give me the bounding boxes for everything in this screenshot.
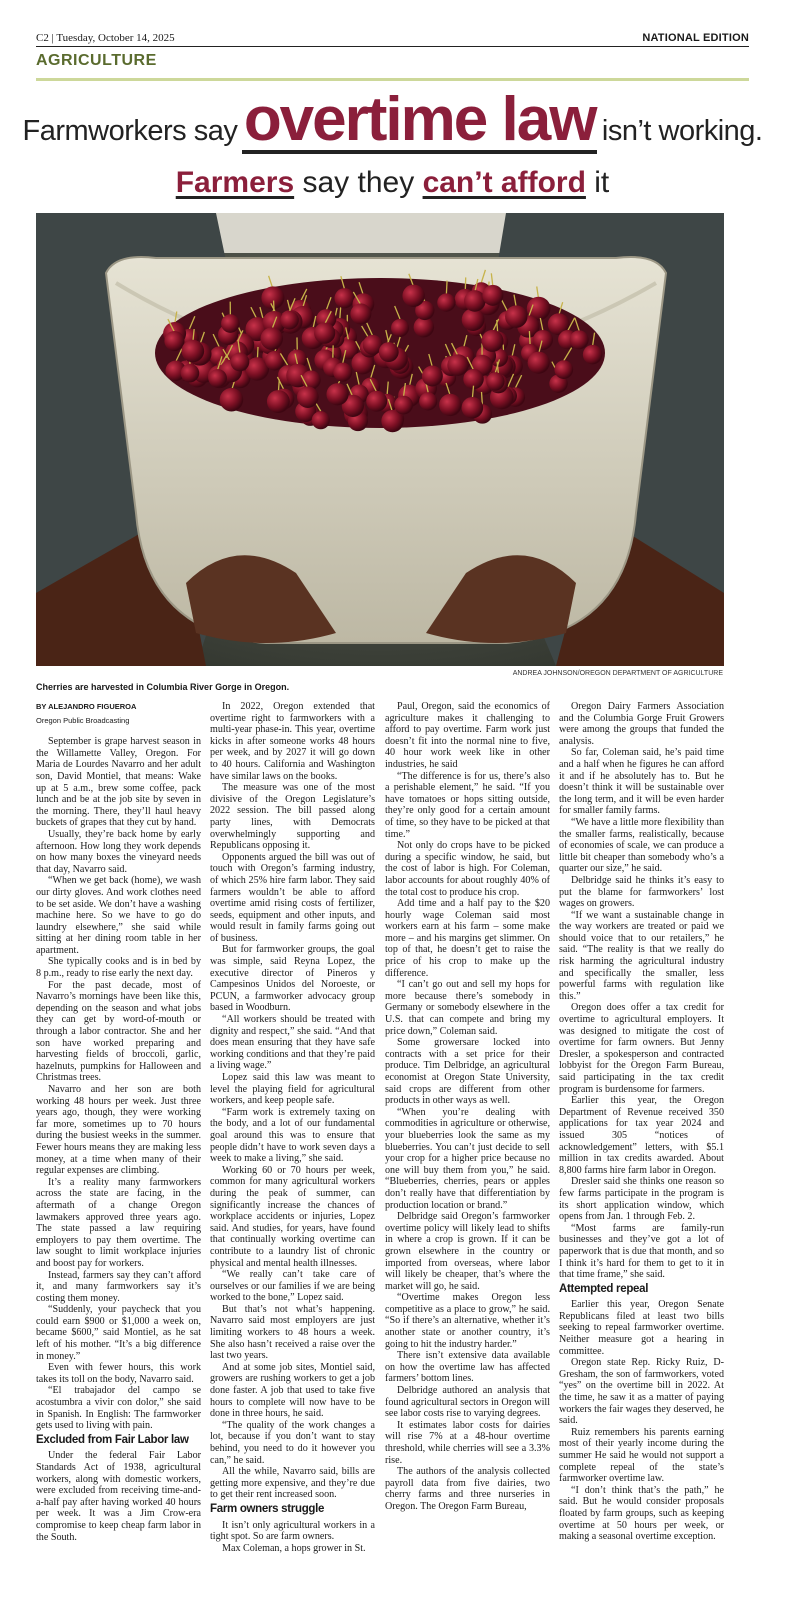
headline-part-1: Farmworkers say [22, 115, 238, 147]
article-paragraph: There isn’t extensive data available on how the overtime law has affected farmers’ bottom lines. [385, 1350, 550, 1385]
headline-line-2 [0, 166, 785, 200]
article-paragraph: But for farmworker groups, the goal was simple, said Reyna Lopez, the executive director of Pineros y Campesinos Unidos del Noroeste, or PCUN, a farmworker advocacy group based in Woodburn. [210, 944, 375, 1014]
article-paragraph: “When we get back (home), we wash our dirty gloves. And work clothes need to be set aside. We don’t have a washing machine here. So we have to go do laundry elsewhere,” she said while sitting at her dining room table in her apartment. [36, 875, 201, 956]
article-paragraph: All the while, Navarro said, bills are getting more expensive, and they’re due to get their rent increased soon. [210, 1466, 375, 1501]
article-paragraph: “If we want a sustainable change in the way workers are treated or paid we should voice that to our retailers,” he said. “The reality is that we really do risk harming the agricultural industry and specifically the smaller, less powerful farms with regulation like this.” [559, 909, 724, 1002]
article-paragraph: Dresler said she thinks one reason so few farms participate in the program is its short application window, which opens from Jan. 1 through Feb. 2. [559, 1176, 724, 1223]
article-paragraph: Lopez said this law was meant to level the playing field for agricultural workers, and keep people safe. [210, 1072, 375, 1107]
article-paragraph: “The difference is for us, there’s also a perishable element,” he said. “If you have tomatoes or hops sitting outside, they’re only good for a certain amount of time, so they have to be picked at that time.” [385, 770, 550, 840]
section-divider [36, 78, 749, 81]
subhead: Excluded from Fair Labor law [36, 1433, 189, 1446]
article-paragraph: Oregon Dairy Farmers Association and the Columbia Gorge Fruit Growers were among the groups that funded the analysis. [559, 701, 724, 747]
photo-credit: ANDREA JOHNSON/OREGON DEPARTMENT OF AGRICULTURE [512, 670, 723, 677]
article-paragraph: “The quality of the work changes a lot, because if you don’t want to stay behind, you need to do it however you can,” he said. [210, 1419, 375, 1466]
article-paragraph: “Suddenly, your paycheck that you could earn $900 or $1,000 a week on, became $600,” said Montiel, as he sat left of his mother. “It’s a big difference in money.” [36, 1304, 201, 1362]
article-paragraph: “El trabajador del campo se acostumbra a vivir con dolor,” she said in Spanish. In English: The farmworker gets used to living with pain. [36, 1385, 201, 1432]
article-paragraph: “I don’t think that’s the path,” he said. But he would consider proposals floated by farm groups, such as keeping overtime at 50 hours per week, or making a seasonal overtime exception. [559, 1484, 724, 1543]
article-paragraph: So far, Coleman said, he’s paid time and a half when he figures he can afford it and if he absolutely has to. But he doesn’t think it will be sustainable over the long term, and it will be even harder for smaller family farms. [559, 747, 724, 817]
headline-it: it [594, 166, 610, 199]
article-paragraph: It isn’t only agricultural workers in a tight spot. So are farm owners. [210, 1519, 375, 1543]
masthead-bar [36, 30, 749, 47]
article-paragraph: It estimates labor costs for dairies will rise 7% at a 48-hour overtime threshold, while cherries will see a 3.3% rise. [385, 1419, 550, 1466]
article-paragraph: Oregon does offer a tax credit for overtime to agricultural employers. It was designed to mitigate the cost of overtime for farm owners. But Jenny Dresler, a spokesperson and contracted lobbyist for the Oregon Farm Bureau, said participating in the tax credit program is burdensome for farmers. [559, 1002, 724, 1095]
headline-farmers: Farmers [175, 166, 295, 199]
byline-organization: Oregon Public Broadcasting [36, 715, 130, 725]
article-column-1 [36, 701, 201, 1543]
article-paragraph: September is grape harvest season in the Willamette Valley, Oregon. For Maria de Lourdes Navarro and her adult son, David Montiel, that means: Wake up at 5 a.m., brew some coffee, pack lunch and be at the job site by seven in the morning. There, they’ll haul heavy buckets of grapes that they cut by hand. [36, 736, 201, 829]
article-paragraph: “We have a little more flexibility than the smaller farms, realistically, because of economies of scale, we can produce a little bit cheaper than somebody who’s a quarter our size,” he said. [559, 816, 724, 875]
article-paragraph: Even with fewer hours, this work takes its toll on the body, Navarro said. [36, 1362, 201, 1385]
headline-line-1 [0, 85, 785, 154]
article-paragraph: “We really can’t take care of ourselves or our families if we are being worked to the bone,” Lopez said. [210, 1269, 375, 1304]
section-label: AGRICULTURE [36, 52, 157, 69]
article-paragraph: It’s a reality many farmworkers across the state are facing, in the aftermath of a change Oregon lawmakers approved three years ago. The state passed a law requiring employers to pay them overtime. The law sought to limit workplace injuries and boost pay for workers. [36, 1176, 201, 1269]
article-paragraph: Add time and a half pay to the $20 hourly wage Coleman said most workers earn at his farm – some make more – and his margins get slimmer. On top of that, he doesn’t get to raise the price of his crop to make up the difference. [385, 898, 550, 979]
article-paragraph: “Farm work is extremely taxing on the body, and a lot of our fundamental goal around this was to ensure that people didn’t have to work seven days a week to make a living,” she said. [210, 1106, 375, 1165]
article-paragraph: Paul, Oregon, said the economics of agriculture makes it challenging to afford to pay overtime. Farm work just doesn’t fit into the normal nine to five, 40 hour work week like in other industries, he said [385, 701, 550, 770]
article-paragraph: Max Coleman, a hops grower in St. [222, 1542, 366, 1554]
article-paragraph: Oregon state Rep. Ricky Ruiz, D-Gresham, the son of farmworkers, voted “yes” on the overtime bill in 2022. At the time, he saw it as a matter of paying workers the fair wages they deserved, he said. [559, 1357, 724, 1427]
article-paragraph: The authors of the analysis collected payroll data from five dairies, two cherry farms and three nurseries in Oregon. The Oregon Farm Bureau, [385, 1466, 550, 1512]
article-paragraph: Ruiz remembers his parents earning most of their yearly income during the summer He said he would not support a complete repeal of the state’s farmworker overtime law. [559, 1426, 724, 1485]
article-paragraph: Not only do crops have to be picked during a specific window, he said, but the cost of labor is high. For Coleman, labor accounts for about roughly 40% of the total cost to produce his crop. [385, 840, 550, 898]
article-paragraph: Under the federal Fair Labor Standards Act of 1938, agricultural workers, along with domestic workers, were excluded from receiving time-and-a-half pay after having worked 40 hours per week. It was a Jim Crow-era compromise to keep cheap farm labor in the South. [36, 1450, 201, 1543]
headline-emphasis: overtime law [243, 85, 596, 154]
subhead: Attempted repeal [559, 1282, 649, 1295]
article-paragraph: Delbridge said Oregon’s farmworker overtime policy will likely lead to shifts in where a crop is grown. If it can be grown elsewhere in the country or imported from overseas, where labor will likely be cheaper, that’s where the market will go, he said. [385, 1211, 550, 1292]
article-paragraph: Usually, they’re back home by early afternoon. How long they work depends on how many boxes the vineyard needs that day, Navarro said. [36, 828, 201, 875]
article-paragraph: She typically cooks and is in bed by 8 p.m., ready to rise early the next day. [36, 956, 201, 980]
article-paragraph: Navarro and her son are both working 48 hours per week. Just three years ago, though, they were working far more, sometimes up to 70 hours during the busiest weeks in the summer. Fewer hours means they are making less money, at a time when many of their regular expenses are climbing. [36, 1084, 201, 1177]
photo-caption: Cherries are harvested in Columbia River Gorge in Oregon. [36, 682, 290, 692]
article-paragraph: Earlier this year, the Oregon Department of Revenue received 350 applications for tax year 2024 and issued 305 “notices of acknowledgement” letters, with $5.1 million in tax credits awarded. About 8,800 farms hire farm labor in Oregon. [559, 1095, 724, 1176]
article-column-4 [559, 701, 724, 1543]
article-paragraph: “Overtime makes Oregon less competitive as a place to grow,” he said. “So if there’s an alternative, whether it’s another state or another country, it’s going to hit the industry harder.” [385, 1292, 550, 1350]
article-paragraph: For the past decade, most of Navarro’s mornings have been like this, depending on the season and what jobs they can get by word-of-mouth or through a labor contractor. She and her son have worked preparing and harvesting fields of broccoli, garlic, hazelnuts, pumpkins for Halloween and Christmas trees. [36, 979, 201, 1084]
article-paragraph: And at some job sites, Montiel said, growers are rushing workers to get a job done faster. A job that used to take five hours to complete will now have to be done in three hours, he said. [210, 1361, 375, 1420]
subhead: Farm owners struggle [210, 1502, 325, 1515]
article-paragraph: In 2022, Oregon extended that overtime right to farmworkers with a multi-year phase-in. This year, overtime kicks in after someone works 48 hours per week, and by 2027 it will go down to 40 hours. California and Washington have similar laws on the books. [210, 701, 375, 782]
article-paragraph: “When you’re dealing with commodities in agriculture or otherwise, your blueberries look the same as my blueberries. You can’t just decide to sell your crop for a higher price because no one will buy them from you,” he said. “Blueberries, cherries, pears or apples don’t really have that differentiation by production location or brand.” [385, 1106, 550, 1211]
article-paragraph: Instead, farmers say they can’t afford it, and many farmworkers say it’s costing them money. [36, 1269, 201, 1304]
article-paragraph: “I can’t go out and sell my hops for more because there’s somebody in Germany or somebody elsewhere in the U.S. that can compete and bring my price down,” Coleman said. [385, 979, 550, 1037]
article-paragraph: Working 60 or 70 hours per week, common for many agricultural workers during the peak of summer, can significantly increase the chances of workplace accidents or injuries, Lopez said. And studies, for years, have found that continually working overtime can contribute to a laundry list of chronic physical and mental health illnesses. [210, 1164, 375, 1269]
article-paragraph: Earlier this year, Oregon Senate Republicans filed at least two bills seeking to repeal farmworker overtime. Neither measure got a hearing in committee. [559, 1299, 724, 1357]
article-paragraph: The measure was one of the most divisive of the Oregon Legislature’s 2022 session. The bill passed along party lines, with Democrats overwhelmingly supporting and Republicans opposing it. [210, 782, 375, 852]
article-paragraph: “Most farms are family-run businesses and they’ve got a lot of paperwork that is due that month, and so I think it’s hard for them to get to it in that time frame,” she said. [559, 1222, 724, 1281]
article-column-2 [210, 701, 375, 1554]
article-paragraph: But that’s not what’s happening. Navarro said most employers are just limiting workers to 48 hours a week. She also hasn’t received a raise over the last two years. [210, 1303, 375, 1362]
byline-author: BY ALEJANDRO FIGUEROA [36, 702, 137, 711]
cherry-harvest-photo [36, 213, 724, 666]
edition-label: NATIONAL EDITION [642, 32, 749, 44]
article-paragraph: Delbridge said he thinks it’s easy to put the blame for farmworkers’ lost wages on growers. [559, 874, 724, 910]
article-paragraph: “All workers should be treated with dignity and respect,” she said. “And that does mean ensuring that they have safe working conditions and that they’re paid a living wage.” [210, 1014, 375, 1072]
page-date: C2 | Tuesday, October 14, 2025 [36, 32, 175, 44]
article-paragraph: Opponents argued the bill was out of touch with Oregon’s farming industry, of which 25% hire farm labor. They said farmers wouldn’t be able to afford overtime amid rising costs of fertilizer, seeds, equipment and other inputs, and would result in family farms going out of business. [210, 851, 375, 944]
article-paragraph: Some growersare locked into contracts with a set price for their produce. Tim Delbridge, an agricultural economist at Oregon State University, said crops are different from other products in other ways as well. [385, 1037, 550, 1107]
headline-say-they: say they [302, 166, 415, 199]
headline-cant-afford: can’t afford [422, 166, 586, 199]
article-paragraph: Delbridge authored an analysis that found agricultural sectors in Oregon will see labor costs rise to varying degrees. [385, 1385, 550, 1420]
headline-part-2: isn’t working. [601, 115, 763, 147]
article-column-3 [385, 701, 550, 1513]
